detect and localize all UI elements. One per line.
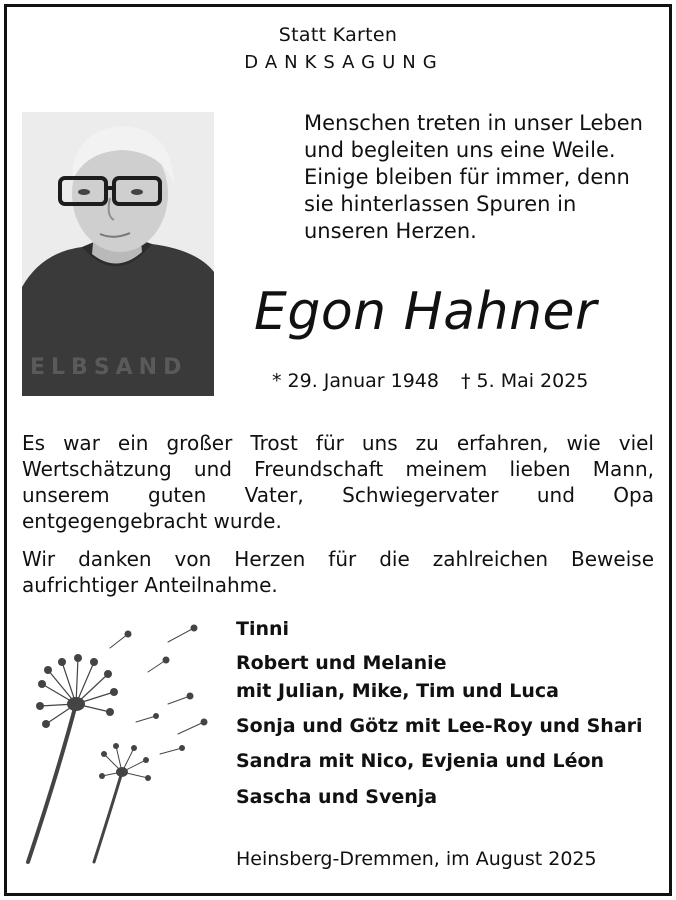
thanks-paragraph-2 (22, 546, 654, 598)
paragraph-line: Wir danken von Herzen für die zahlreichen Beweise (22, 547, 654, 571)
quote-line: Menschen treten in unser Leben (304, 111, 643, 135)
family-line-grandchildren: mit Julian, Mike, Tim und Luca (236, 680, 559, 702)
dandelion-icon (18, 612, 228, 872)
birth-date: * 29. Januar 1948 (272, 370, 439, 392)
shirt-logo-text: ELBSAND (30, 355, 188, 380)
quote-line: sie hinterlassen Spuren in (304, 192, 577, 216)
paragraph-line: entgegengebracht wurde. (22, 509, 282, 533)
life-dates (272, 370, 588, 392)
paragraph-line: Wertschätzung und Freundschaft meinem lieben Mann, (22, 457, 654, 481)
quote-line: und begleiten uns eine Weile. (304, 138, 616, 162)
header-danksagung: DANKSAGUNG (244, 52, 444, 73)
family-line-tinni: Tinni (236, 618, 290, 640)
paragraph-line: aufrichtiger Anteilnahme. (22, 573, 278, 597)
deceased-name: Egon Hahner (254, 282, 597, 342)
family-line-robert: Robert und Melanie (236, 652, 447, 674)
portrait-illustration (22, 112, 214, 396)
place-date-signature: Heinsberg-Dremmen, im August 2025 (236, 848, 597, 870)
family-line-sascha: Sascha und Svenja (236, 786, 438, 808)
family-line-sandra: Sandra mit Nico, Evjenia und Léon (236, 750, 605, 772)
paragraph-line: Es war ein großer Trost für uns zu erfahren, wie viel (22, 431, 654, 455)
quote-line: Einige bleiben für immer, denn (304, 165, 630, 189)
death-date: † 5. Mai 2025 (460, 370, 589, 392)
quote-line: unseren Herzen. (304, 219, 477, 243)
paragraph-line: unserem guten Vater, Schwiegervater und Opa (22, 483, 654, 507)
quote-block (304, 110, 664, 245)
thanks-paragraph-1 (22, 430, 654, 534)
family-line-sonja: Sonja und Götz mit Lee-Roy und Shari (236, 715, 643, 737)
portrait-photo (22, 112, 214, 396)
header-statt-karten: Statt Karten (278, 24, 398, 46)
